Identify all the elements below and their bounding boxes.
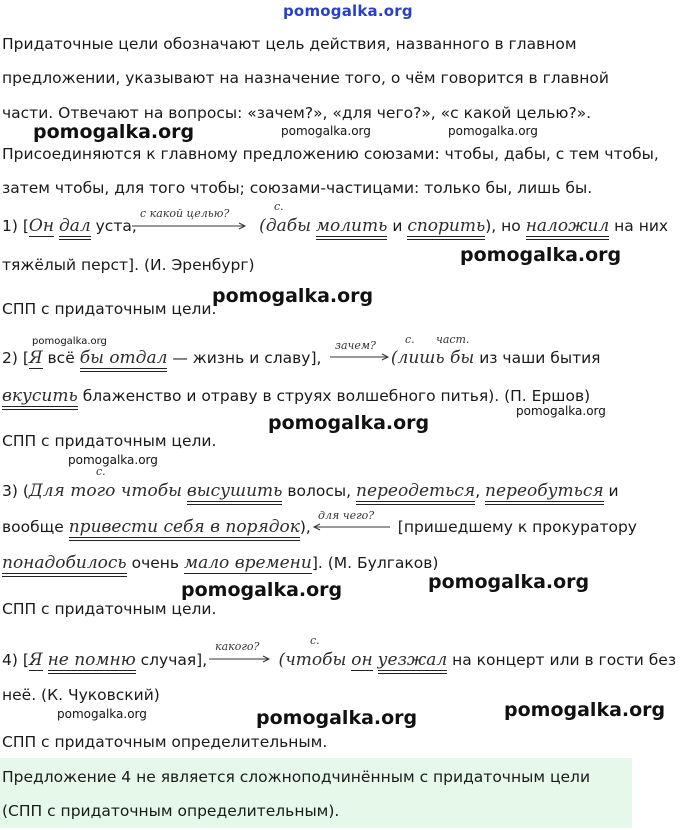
text: ), но [485, 217, 526, 235]
conjunction-word: чтобы [285, 650, 347, 670]
predicate-word: переодеться [356, 481, 475, 505]
text: блаженство и отраву в струях волшебного питья). (П. Ершов) [77, 387, 591, 405]
example-3-line [2, 553, 438, 573]
example-number: 3) ( [2, 482, 29, 500]
example-4-line [2, 650, 676, 670]
conclusion-line: (СПП с придаточным определительным). [2, 802, 340, 820]
predicate-word: уезжал [378, 650, 447, 674]
question-label: какого? [215, 640, 260, 653]
watermark: pomogalka.org [181, 579, 343, 601]
watermark: pomogalka.org [256, 707, 418, 729]
text: на них [609, 217, 669, 235]
watermark: pomogalka.org [68, 453, 158, 467]
watermark: pomogalka.org [212, 285, 374, 307]
example-3-line [2, 517, 637, 537]
example-2-result: СПП с придаточным цели. [2, 432, 217, 450]
watermark: pomogalka.org [281, 124, 371, 138]
example-1-result: СПП с придаточным цели. [2, 300, 217, 318]
watermark: pomogalka.org [448, 124, 538, 138]
predicate-word: высушить [187, 481, 283, 505]
text: ), [299, 518, 311, 536]
predicate-word: спорить [407, 216, 485, 240]
text: случая], [135, 651, 208, 669]
intro-line: Придаточные цели обозначают цель действия, названного в главном [2, 35, 577, 53]
text: очень [126, 554, 184, 572]
text: всё [42, 349, 80, 367]
text: и [603, 482, 619, 500]
question-label: зачем? [335, 339, 376, 352]
predicate-word: бы отдал [80, 348, 168, 372]
question-label: для чего? [318, 509, 375, 522]
text: и [387, 217, 408, 235]
subject-word: мало времени [184, 553, 312, 573]
predicate-word: вкусить [2, 386, 78, 410]
intro-line: Присоединяются к главному предложению союзами: чтобы, дабы, с тем чтобы, [2, 145, 659, 163]
example-2-line [2, 348, 601, 368]
watermark: pomogalka.org [504, 699, 666, 721]
conjunction-word: дабы [265, 216, 311, 236]
text: [пришедшему к прокуратору [392, 518, 637, 536]
subject-word: Он [28, 216, 55, 236]
predicate-word: переобуться [485, 481, 604, 505]
watermark: pomogalka.org [33, 121, 195, 143]
predicate-word: молить [316, 216, 387, 240]
subject-word: Я [28, 348, 43, 368]
predicate-word: понадобилось [2, 553, 127, 577]
example-number: 1) [ [2, 217, 29, 235]
text [43, 651, 48, 669]
text: из чаши бытия [474, 349, 601, 367]
example-4-line: неё. (К. Чуковский) [2, 686, 160, 704]
conjunction-word: Для того чтобы [28, 481, 182, 501]
watermark: pomogalka.org [460, 244, 622, 266]
example-1-line [2, 216, 668, 236]
conjunction-mark: с. [96, 465, 106, 478]
watermark: pomogalka.org [32, 336, 107, 347]
text: волосы, [282, 482, 356, 500]
particle-mark: част. [436, 333, 470, 346]
watermark: pomogalka.org [57, 707, 147, 721]
example-2-line [2, 386, 590, 406]
intro-line: затем чтобы, для того чтобы; союзами-частицами: только бы, лишь бы. [2, 179, 593, 197]
watermark: pomogalka.org [268, 412, 430, 434]
text: уста, [90, 217, 137, 235]
text: , [475, 482, 486, 500]
text [373, 651, 378, 669]
example-number: 2) [ [2, 349, 29, 367]
intro-line: части. Отвечают на вопросы: «зачем?», «для чего?», «с какой целью?». [2, 104, 592, 122]
text: на концерт или в гости без [447, 651, 677, 669]
example-3-line [2, 481, 619, 501]
watermark: pomogalka.org [516, 404, 606, 418]
conclusion-line: Предложение 4 не является сложноподчинённым с придаточным цели [2, 768, 591, 786]
example-3-result: СПП с придаточным цели. [2, 600, 217, 618]
conjunction-mark: с. [405, 333, 415, 346]
text: ( [253, 216, 266, 236]
predicate-word: привести себя в порядок [69, 517, 300, 541]
predicate-word: наложил [526, 216, 610, 240]
example-number: 4) [ [2, 651, 29, 669]
conjunction-mark: с. [274, 200, 284, 213]
text: вообще [2, 518, 69, 536]
subject-word: он [351, 650, 373, 670]
text: — жизнь и славу], [167, 349, 322, 367]
example-1-line: тяжёлый перст]. (И. Эренбург) [2, 256, 255, 274]
text: ( [385, 348, 398, 368]
text: ( [273, 650, 286, 670]
conjunction-mark: с. [310, 634, 320, 647]
subject-word: Я [28, 650, 43, 670]
text: ]. (М. Булгаков) [311, 554, 439, 572]
watermark: pomogalka.org [428, 571, 590, 593]
question-label: с какой целью? [140, 207, 230, 220]
watermark: pomogalka.org [283, 2, 413, 20]
intro-line: предложении, указывают на назначение того, о чём говорится в главной [2, 69, 609, 87]
conjunction-word: лишь бы [397, 348, 475, 368]
predicate-word: дал [59, 216, 91, 240]
predicate-word: не помню [48, 650, 136, 674]
example-4-result: СПП с придаточным определительным. [2, 733, 328, 751]
